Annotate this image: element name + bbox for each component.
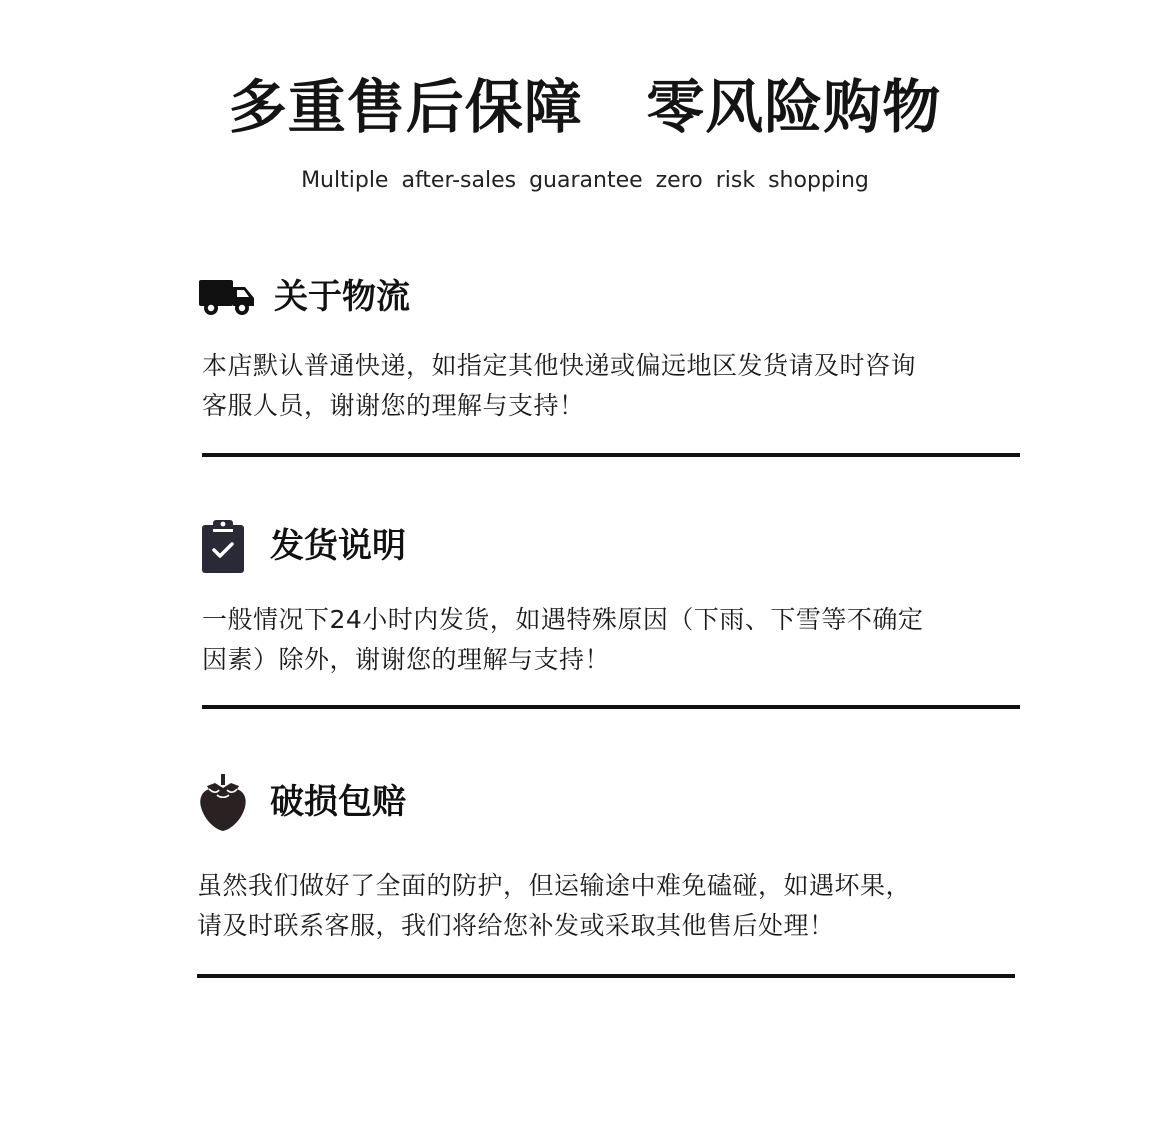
clipboard-check-icon [194,514,252,578]
section-text [202,346,916,426]
section-title: 破损包赔 [270,782,406,822]
section-text [202,600,923,680]
section-divider [197,974,1015,978]
text-line: 请及时联系客服，我们将给您补发或采取其他售后处理！ [197,911,835,940]
page-title: 多重售后保障 零风险购物 [228,73,942,141]
delivery-truck-icon [198,265,256,329]
text-line: 一般情况下24小时内发货，如遇特殊原因（下雨、下雪等不确定 [202,605,924,634]
text-line: 因素）除外，谢谢您的理解与支持！ [202,645,611,674]
strawberry-icon [194,770,252,834]
section-divider [202,453,1020,457]
text-line: 本店默认普通快递，如指定其他快递或偏远地区发货请及时咨询 [202,351,917,380]
section-text [197,866,911,946]
text-line: 虽然我们做好了全面的防护，但运输途中难免磕碰，如遇坏果， [197,871,912,900]
text-line: 客服人员，谢谢您的理解与支持！ [202,391,585,420]
section-header [194,770,406,834]
section-header [194,514,406,578]
page-subtitle: Multiple after-sales guarantee zero risk shopping [301,168,869,193]
section-divider [202,705,1020,709]
section-header [198,265,410,329]
section-title: 关于物流 [274,277,410,317]
section-title: 发货说明 [270,526,406,566]
